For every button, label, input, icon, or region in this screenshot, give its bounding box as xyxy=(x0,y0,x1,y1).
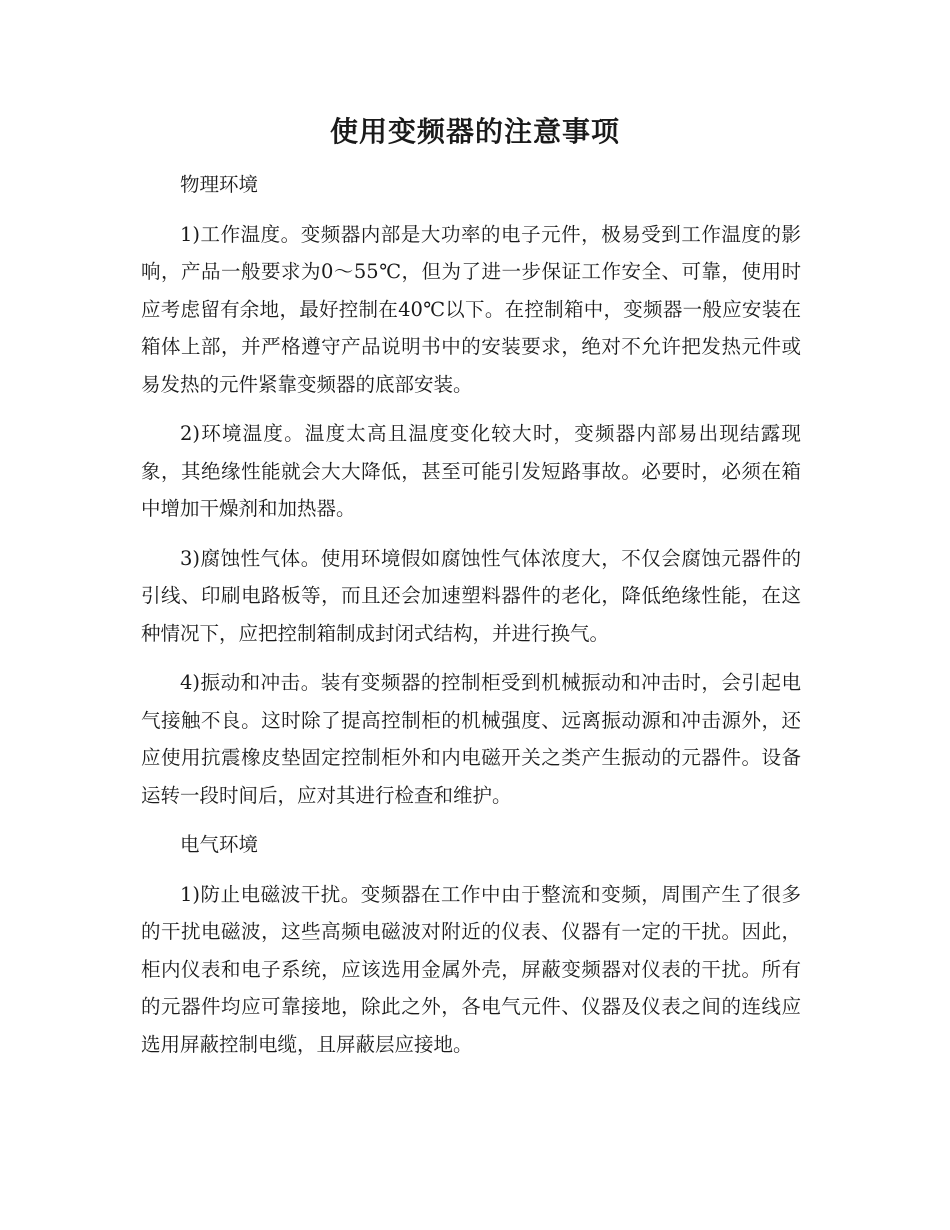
paragraph-corrosive-gas: 3)腐蚀性气体。使用环境假如腐蚀性气体浓度大，不仅会腐蚀元器件的引线、印刷电路板等，而且还会加速塑料器件的老化，降低绝缘性能，在这种情况下，应把控制箱制成封闭式结构，并进行换气。 xyxy=(141,546,801,645)
document-body xyxy=(141,166,801,1075)
paragraph-ambient-temperature: 2)环境温度。温度太高且温度变化较大时，变频器内部易出现结露现象，其绝缘性能就会大大降低，甚至可能引发短路事故。必要时，必须在箱中增加干燥剂和加热器。 xyxy=(141,422,801,520)
page-title: 使用变频器的注意事项 xyxy=(329,115,620,148)
paragraph-vibration-shock: 4)振动和冲击。装有变频器的控制柜受到机械振动和冲击时，会引起电气接触不良。这时除了提高控制柜的机械强度、远离振动源和冲击源外，还应使用抗震橡皮垫固定控制柜外和内电磁开关之类产生振动的元器件。设备运转一段时间后，应对其进行检查和维护。 xyxy=(141,671,801,807)
section-heading-electrical: 电气环境 xyxy=(180,833,259,856)
paragraph-emi-prevention: 1)防止电磁波干扰。变频器在工作中由于整流和变频，周围产生了很多的干扰电磁波，这些高频电磁波对附近的仪表、仪器有一定的干扰。因此，柜内仪表和电子系统，应该选用金属外壳，屏蔽变频器对仪表的干扰。所有的元器件均应可靠接地，除此之外，各电气元件、仪器及仪表之间的连线应选用屏蔽控制电缆，且屏蔽层应接地。 xyxy=(141,882,801,1056)
paragraph-working-temperature: 1)工作温度。变频器内部是大功率的电子元件，极易受到工作温度的影响，产品一般要求为0～55℃，但为了进一步保证工作安全、可靠，使用时应考虑留有余地，最好控制在40℃以下。在控制箱中，变频器一般应安装在箱体上部，并严格遵守产品说明书中的安装要求，绝对不允许把发热元件或易发热的元件紧靠变频器的底部安装。 xyxy=(141,222,801,396)
section-heading-physical: 物理环境 xyxy=(180,173,259,196)
